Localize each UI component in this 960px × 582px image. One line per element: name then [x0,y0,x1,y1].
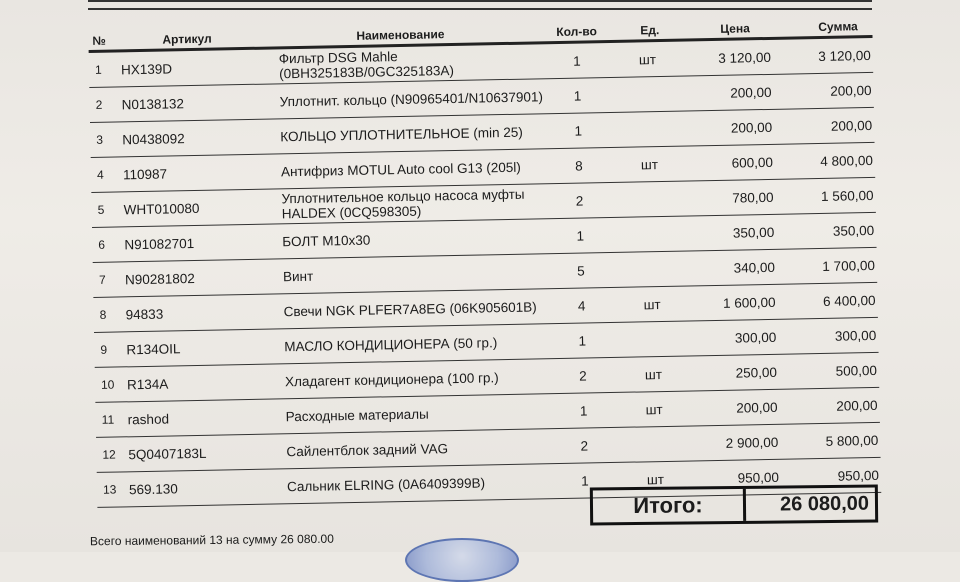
row-price: 350,00 [732,224,775,241]
row-name: МАСЛО КОНДИЦИОНЕРА (50 гр.) [284,334,498,354]
row-unit [640,233,690,234]
row-price: 340,00 [733,259,776,276]
row-num: 8 [99,307,107,322]
row-price: 200,00 [730,84,772,101]
row-price: 950,00 [737,469,780,486]
row-qty: 1 [578,332,587,349]
row-price: 600,00 [731,154,774,171]
row-sum: 300,00 [834,327,877,344]
header-price: Цена [720,21,750,36]
row-num: 2 [95,97,103,112]
row-sum: 200,00 [830,117,873,134]
row-article: 94833 [125,306,164,322]
row-article: N0138132 [121,95,185,112]
row-unit: шт [645,401,663,417]
row-price: 2 900,00 [725,434,779,451]
row-num: 3 [96,132,104,147]
total-box [590,484,878,525]
row-article: HX139D [120,60,173,77]
row-article: R134OIL [126,340,181,357]
row-num: 7 [98,272,106,287]
row-price: 3 120,00 [718,49,772,66]
row-qty: 1 [573,88,582,104]
row-qty: 1 [574,123,583,139]
stamp-image [405,538,519,582]
row-price: 300,00 [734,329,777,346]
row-price: 200,00 [730,119,773,136]
row-qty: 2 [575,193,584,209]
row-sum: 1 700,00 [822,257,876,274]
row-qty: 2 [580,437,589,454]
row-name: Расходные материалы [285,406,429,424]
row-name: Уплотнительное кольцо насоса муфты HALDEX (0CQ598305) [281,186,525,222]
row-sum: 500,00 [835,362,878,379]
row-price: 200,00 [736,399,778,416]
row-num: 9 [100,342,108,357]
row-article: 569.130 [128,480,179,497]
row-unit [638,128,688,129]
row-unit [642,338,692,339]
row-unit: шт [644,366,663,382]
footer-summary: Всего наименований 13 на сумму 26 080.00 [89,531,334,549]
row-article: 110987 [122,166,168,182]
row-num: 10 [100,377,115,392]
row-name: Сальник ELRING (0A6409399B) [286,474,486,494]
row-qty: 5 [577,263,585,279]
row-unit [640,198,690,199]
row-sum: 1 560,00 [820,187,874,204]
table-body [89,38,882,508]
row-article: rashod [127,411,170,427]
row-qty: 8 [575,158,583,174]
row-qty: 2 [579,367,587,384]
row-sum: 5 800,00 [825,432,879,449]
header-article: Артикул [162,31,212,47]
row-num: 4 [96,167,104,182]
row-sum: 200,00 [830,82,872,99]
row-unit [638,94,688,95]
row-name: БОЛТ М10х30 [282,232,371,249]
row-qty: 1 [581,472,589,489]
row-article: N0438092 [122,130,185,147]
row-name: Антифриз MOTUL Auto cool G13 (205l) [280,159,521,179]
row-price: 780,00 [732,189,774,206]
header-name: Наименование [356,27,445,43]
row-article: 5Q0407183L [128,445,207,462]
row-unit: шт [640,156,659,172]
row-unit: шт [643,296,661,312]
row-price: 1 600,00 [722,294,776,311]
row-name: Фильтр DSG Mahle (0BH325183B/0GC325183A) [278,49,455,82]
row-sum: 200,00 [836,397,878,414]
header-num: № [92,33,106,48]
header-sum: Сумма [818,19,858,34]
row-num: 6 [98,237,106,252]
row-name: Свечи NGK PLFER7A8EG (06K905601B) [283,298,537,319]
row-num: 13 [102,482,117,497]
row-name: Хладагент кондиционера (100 гр.) [284,369,499,389]
row-unit: шт [638,51,657,67]
row-sum: 3 120,00 [818,47,871,64]
row-num: 1 [94,62,102,77]
header-unit: Ед. [640,23,660,38]
row-name: Винт [282,268,314,284]
header-qty: Кол-во [556,24,598,40]
row-qty: 1 [579,402,588,419]
row-article: N90281802 [124,270,195,287]
items-table [88,3,881,508]
row-name: КОЛЬЦО УПЛОТНИТЕЛЬНОЕ (min 25) [280,124,523,144]
row-qty: 4 [577,298,586,314]
total-value: 26 080,00 [779,492,870,516]
row-num: 12 [102,447,116,462]
row-qty: 1 [576,228,585,244]
row-sum: 950,00 [837,467,880,484]
row-unit: шт [646,471,665,487]
row-price: 250,00 [735,364,778,381]
row-name: Уплотнит. кольцо (N90965401/N10637901) [279,88,544,109]
row-name: Сайлентблок задний VAG [286,440,449,459]
row-unit [644,443,694,444]
row-unit [641,268,691,269]
row-sum: 4 800,00 [820,152,874,169]
row-qty: 1 [572,53,581,69]
row-sum: 350,00 [832,222,875,239]
total-label: Итого: [593,489,746,523]
row-num: 11 [101,412,115,427]
row-sum: 6 400,00 [822,292,876,309]
row-article: WHT010080 [123,200,200,217]
row-num: 5 [97,202,105,217]
row-article: R134A [126,376,169,392]
row-article: N91082701 [124,235,195,252]
